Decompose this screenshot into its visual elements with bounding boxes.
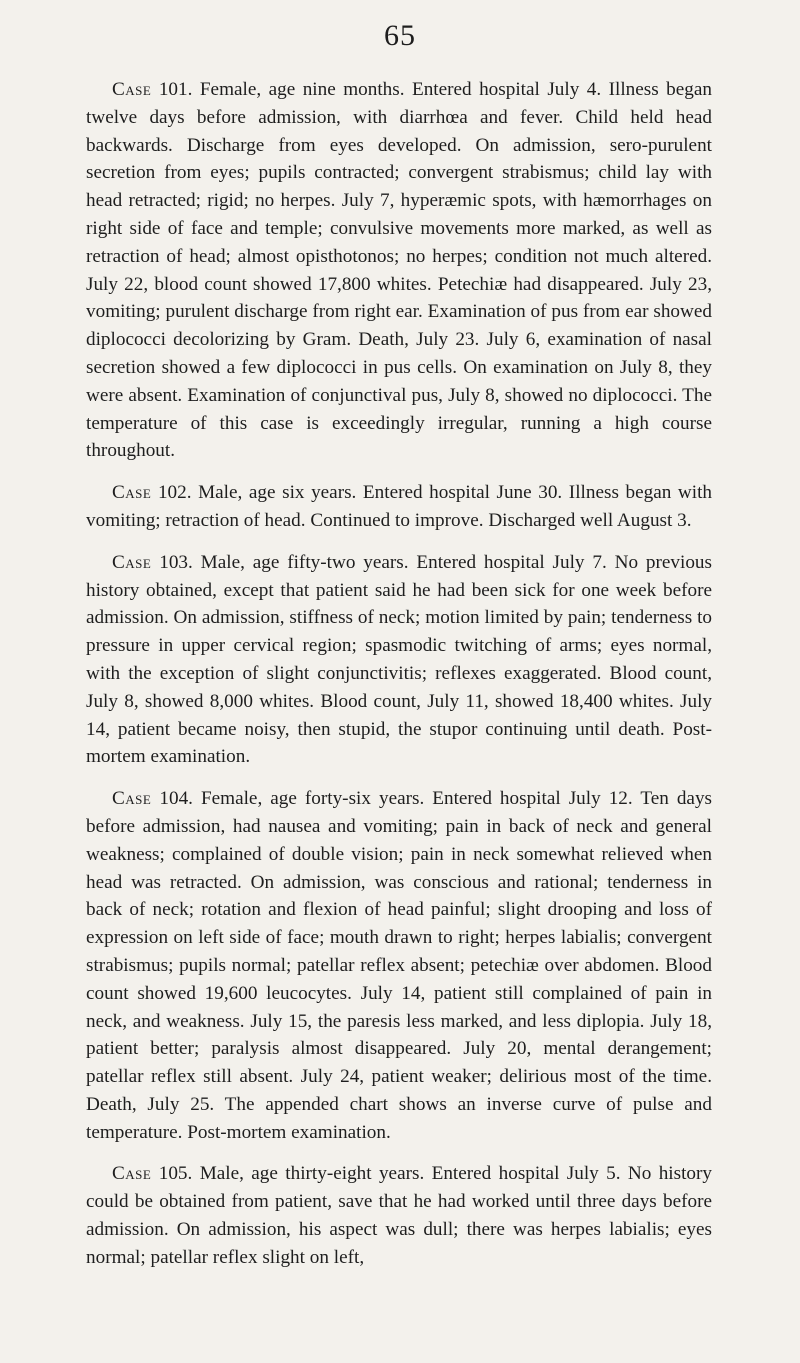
page-body: [86, 76, 712, 1272]
case-label: Case: [112, 482, 152, 504]
case-text: Female, age nine months. Entered hospital July 4. Illness began twelve days before admission, with diarrhœa and fever. Child held head backwards. Discharge from eyes developed. On admission, sero-purulent secretion from eyes; pupils contracted; convergent strabismus; child lay with head retracted; rigid; no herpes. July 7, hyperæmic spots, with hæmorrhages on right side of face and temple; convulsive movements more marked, as well as retraction of head; almost opisthotonos; no herpes; condition not much altered. July 22, blood count showed 17,800 whites. Petechiæ had disappeared. July 23, vomiting; purulent discharge from right ear. Examination of pus from ear showed diplococci decolorizing by Gram. Death, July 23. July 6, examination of nasal secretion showed a few diplococci in pus cells. On examination on July 8, they were absent. Examination of conjunctival pus, July 8, showed no diplococci. The temperature of this case is exceedingly irregular, running a high course throughout.: [86, 79, 712, 462]
case-number: 104.: [159, 788, 193, 810]
page-number: 65: [384, 19, 416, 52]
case-paragraph: [86, 785, 712, 1146]
case-text: Male, age fifty-two years. Entered hospital July 7. No previous history obtained, except that patient said he had been sick for one week before admission. On admission, stiffness of neck; motion limited by pain; tenderness to pressure in upper cervical region; spasmodic twitching of arms; eyes normal, with the exception of slight conjunctivitis; reflexes exaggerated. Blood count, July 8, showed 8,000 whites. Blood count, July 11, showed 18,400 whites. July 14, patient became noisy, then stupid, the stupor continuing until death. Post-mortem examination.: [86, 551, 712, 768]
case-text: Male, age thirty-eight years. Entered hospital July 5. No history could be obtained from patient, save that he had worked until three days before admission. On admission, his aspect was dull; there was herpes labialis; eyes normal; patellar reflex slight on left,: [86, 1163, 713, 1268]
case-text: Female, age forty-six years. Entered hospital July 12. Ten days before admission, had nausea and vomiting; pain in back of neck and general weakness; complained of double vision; pain in neck somewhat relieved when head was retracted. On admission, was conscious and rational; tenderness in back of neck; rotation and flexion of head painful; slight drooping and loss of expression on left side of face; mouth drawn to right; herpes labialis; convergent strabismus; pupils normal; patellar reflex absent; petechiæ over abdomen. Blood count showed 19,600 leucocytes. July 14, patient still complained of pain in neck, and weakness. July 15, the paresis less marked, and less diplopia. July 18, patient better; paralysis almost disappeared. July 20, mental derangement; patellar reflex still absent. July 24, patient weaker; delirious most of the time. Death, July 25. The appended chart shows an inverse curve of pulse and temperature. Post-mortem examination.: [86, 788, 713, 1143]
case-number: 102.: [157, 482, 192, 504]
case-label: Case: [112, 551, 152, 573]
case-label: Case: [112, 1163, 152, 1185]
case-paragraph: [86, 549, 712, 771]
case-number: 101.: [158, 79, 193, 100]
case-paragraph: [86, 479, 712, 535]
case-paragraph: [86, 1160, 712, 1271]
case-number: 103.: [159, 551, 193, 573]
case-paragraph: [86, 76, 712, 465]
case-label: Case: [112, 788, 152, 810]
case-label: Case: [112, 79, 152, 100]
case-text: Male, age six years. Entered hospital June 30. Illness began with vomiting; retraction of head. Continued to improve. Discharged well August 3.: [86, 482, 712, 531]
case-number: 105.: [158, 1163, 193, 1185]
